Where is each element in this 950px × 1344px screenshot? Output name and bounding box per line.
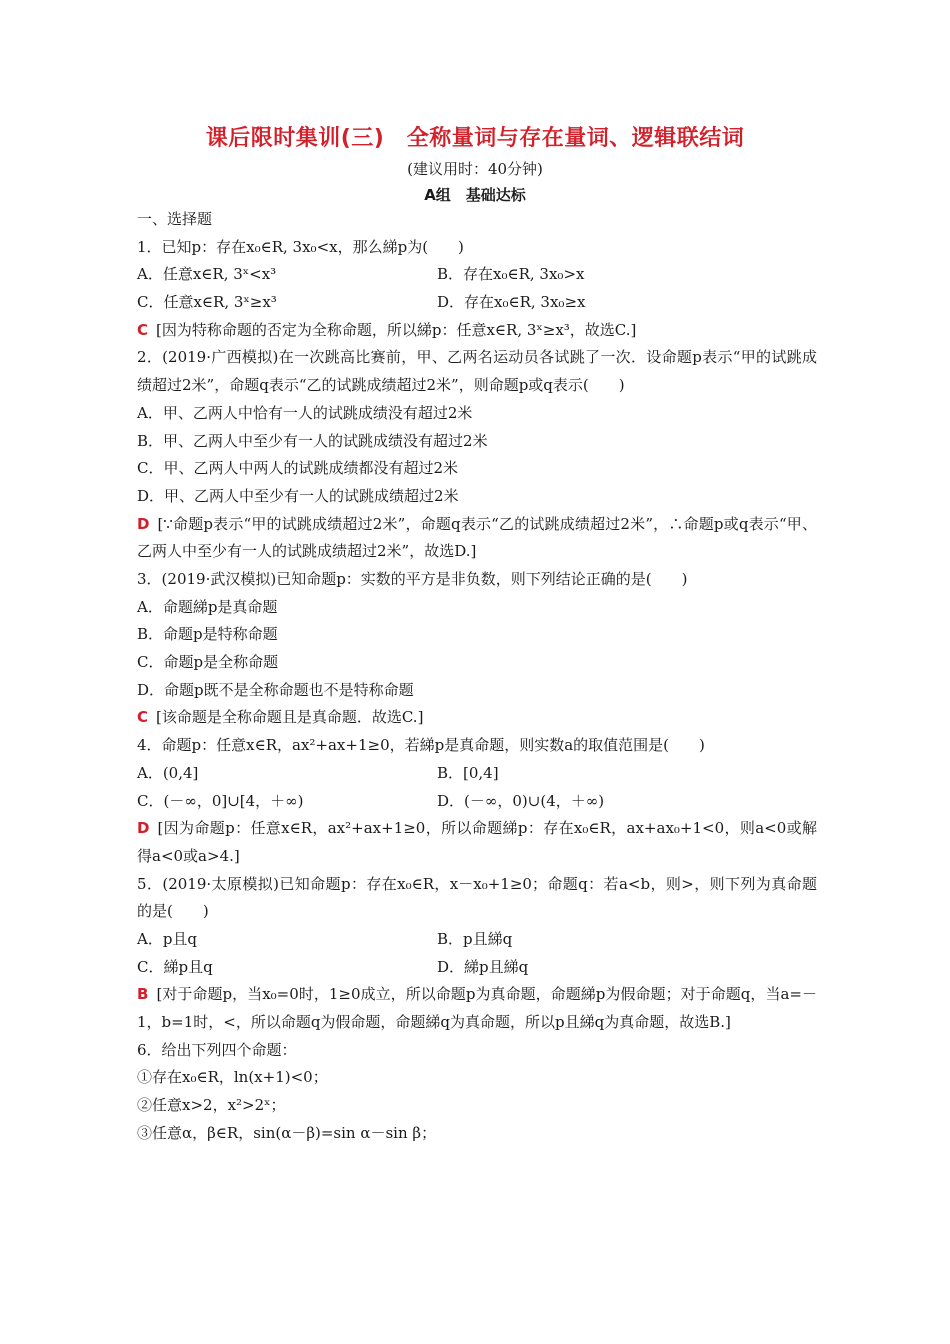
question-1-options-row2 (137, 289, 817, 317)
page-title: 课后限时集训(三) 全称量词与存在量词、逻辑联结词 (205, 126, 745, 151)
question-2-stem: 2．(2019·广西模拟)在一次跳高比赛前，甲、乙两名运动员各试跳了一次．设命题p表示“甲的试跳成绩超过2米”，命题q表示“乙的试跳成绩超过2米”，则命题p或q表示( ) (137, 348, 817, 395)
option-c: C．綈p且q (137, 957, 213, 976)
answer-explanation: [该命题是全称命题且是真命题．故选C.] (156, 708, 424, 727)
question-5-options-row2 (137, 954, 817, 982)
question-content (137, 206, 817, 1148)
question-5-answer (137, 981, 817, 1036)
answer-explanation: [∵命题p表示“甲的试跳成绩超过2米”，命题q表示“乙的试跳成绩超过2米”，∴命题p或q表示“甲、乙两人中至少有一人的试跳成绩超过2米”，故选D.] (137, 514, 817, 561)
option-b: B．存在x₀∈R, 3x₀>x (437, 265, 585, 284)
option-c: C．任意x∈R, 3ˣ≥x³ (137, 293, 277, 312)
option-a: A．甲、乙两人中恰有一人的试跳成绩没有超过2米 (137, 403, 473, 422)
option-b: B．命题p是特称命题 (137, 625, 278, 644)
option-d: D．甲、乙两人中至少有一人的试跳成绩超过2米 (137, 486, 459, 505)
option-c: C．命题p是全称命题 (137, 653, 279, 672)
answer-explanation: [因为命题p：任意x∈R，ax²+ax+1≥0，所以命题綈p：存在x₀∈R，ax+ax₀+1<0，则a<0或解得a<0或a>4.] (137, 819, 817, 865)
question-6-stem: 6．给出下列四个命题： (137, 1040, 297, 1059)
question-1-options-row1 (137, 261, 817, 289)
option-a: A．p且q (137, 930, 198, 948)
option-a: A．(0,4] (137, 763, 199, 782)
question-4-stem: 4．命题p：任意x∈R，ax²+ax+1≥0，若綈p是真命题，则实数a的取值范围是( ) (137, 736, 705, 755)
proposition-3: ③任意α，β∈R，sin(α－β)=sin α－sin β； (137, 1123, 437, 1142)
suggested-time: (建议用时：40分钟) (407, 160, 543, 178)
option-b: B．p且綈q (437, 930, 513, 948)
option-d: D．(－∞，0)∪(4，＋∞) (437, 791, 605, 810)
question-4-options-row1 (137, 760, 817, 788)
question-5-stem: 5．(2019·太原模拟)已知命题p：存在x₀∈R，x－x₀+1≥0；命题q：若a<b，则>，则下列为真命题的是( ) (137, 874, 817, 921)
option-a: A．任意x∈R, 3ˣ<x³ (137, 265, 277, 284)
answer-letter: C (137, 708, 149, 727)
option-d: D．命题p既不是全称命题也不是特称命题 (137, 680, 414, 699)
option-a: A．命题綈p是真命题 (137, 597, 278, 616)
question-4-answer (137, 815, 817, 870)
question-2-answer (137, 511, 817, 566)
proposition-2: ②任意x>2，x²>2ˣ； (137, 1096, 286, 1115)
option-b: B．甲、乙两人中至少有一人的试跳成绩没有超过2米 (137, 431, 488, 450)
option-c: C．(－∞，0]∪[4，＋∞) (137, 791, 304, 810)
section-heading: 一、选择题 (137, 210, 213, 228)
option-d: D．存在x₀∈R, 3x₀≥x (437, 293, 586, 312)
proposition-1: ①存在x₀∈R，ln(x+1)<0； (137, 1068, 328, 1087)
option-d: D．綈p且綈q (437, 957, 529, 976)
question-1-stem: 1．已知p：存在x₀∈R, 3x₀<x，那么綈p为( ) (137, 237, 464, 256)
question-3-answer (137, 704, 817, 732)
question-1-answer (137, 317, 817, 345)
answer-letter: C (137, 320, 149, 339)
option-c: C．甲、乙两人中两人的试跳成绩都没有超过2米 (137, 459, 459, 478)
answer-letter: D (137, 819, 150, 838)
question-3-stem: 3．(2019·武汉模拟)已知命题p：实数的平方是非负数，则下列结论正确的是( ) (137, 570, 688, 588)
option-b: B．[0,4] (437, 763, 499, 782)
answer-letter: B (137, 985, 149, 1004)
answer-explanation: [因为特称命题的否定为全称命题，所以綈p：任意x∈R, 3ˣ≥x³，故选C.] (156, 320, 637, 339)
answer-explanation: [对于命题p，当x₀=0时，1≥0成立，所以命题p为真命题，命题綈p为假命题；对于命题q，当a=－1，b=1时，<，所以命题q为假命题，命题綈q为真命题，所以p且綈q为真命题，故选B.] (137, 985, 817, 1032)
question-4-options-row2 (137, 788, 817, 816)
question-5-options-row1 (137, 926, 817, 954)
group-heading: A组 基础达标 (424, 186, 526, 204)
answer-letter: D (137, 514, 150, 533)
